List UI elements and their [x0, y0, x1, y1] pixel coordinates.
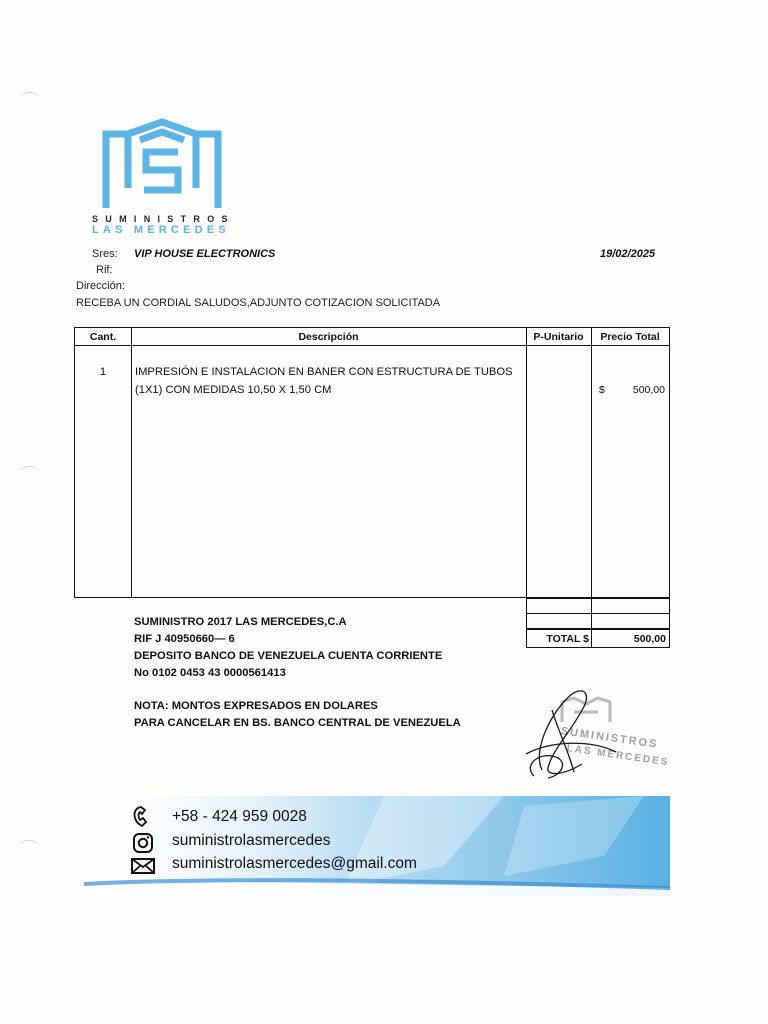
row-description-line2: (1X1) CON MEDIDAS 10,50 X 1,50 CM — [135, 384, 332, 396]
rif-label: Rif: — [96, 264, 113, 276]
row-currency: $ — [599, 384, 605, 396]
account-number: No 0102 0453 43 0000561413 — [134, 667, 286, 679]
svg-text:LAS MERCEDES: LAS MERCEDES — [565, 743, 670, 769]
row-qty: 1 — [99, 366, 107, 378]
column-header-descripcion: Descripción — [298, 331, 359, 343]
contact-instagram: suministrolasmercedes — [172, 832, 331, 849]
column-divider — [591, 328, 592, 597]
punch-hole-mark — [18, 840, 40, 855]
phone-icon — [130, 806, 156, 828]
totals-empty-cell — [526, 598, 592, 614]
punch-hole-mark — [18, 466, 40, 481]
brand-name-line2: LAS MERCEDES — [92, 224, 230, 236]
company-logo — [100, 118, 224, 214]
totals-empty-cell — [591, 613, 670, 629]
note-line2: PARA CANCELAR EN BS. BANCO CENTRAL DE VENEZUELA — [134, 717, 461, 729]
direccion-label: Dirección: — [76, 280, 125, 292]
total-value: 500,00 — [591, 629, 670, 648]
column-divider — [131, 328, 132, 597]
instagram-icon — [130, 832, 156, 854]
quote-date: 19/02/2025 — [600, 248, 656, 260]
column-header-cant: Cant. — [89, 331, 117, 343]
contact-phone: +58 - 424 959 0028 — [172, 808, 307, 825]
bank-info: DEPOSITO BANCO DE VENEZUELA CUENTA CORRIENTE — [134, 650, 443, 662]
row-total: 500,00 — [632, 384, 665, 396]
mail-icon — [130, 855, 156, 877]
row-description-line1: IMPRESIÓN E INSTALACION EN BANER CON ESTRUCTURA DE TUBOS — [135, 366, 513, 378]
signature-stamp — [512, 680, 670, 784]
totals-empty-cell — [526, 613, 592, 629]
note-line1: NOTA: MONTOS EXPRESADOS EN DOLARES — [134, 700, 378, 712]
column-header-p-unitario: P-Unitario — [533, 331, 584, 343]
client-name: VIP HOUSE ELECTRONICS — [134, 248, 276, 260]
punch-hole-mark — [18, 92, 40, 107]
stamp-text: SUMINISTROS — [559, 725, 660, 751]
brand-name-line1: SUMINISTROS — [92, 214, 235, 224]
greeting-text: RECEBA UN CORDIAL SALUDOS,ADJUNTO COTIZACION SOLICITADA — [76, 297, 441, 309]
issuer-rif: RIF J 40950660— 6 — [134, 633, 235, 645]
column-divider — [526, 328, 527, 597]
contact-email: suministrolasmercedes@gmail.com — [172, 855, 417, 872]
issuer-name: SUMINISTRO 2017 LAS MERCEDES,C.A — [134, 616, 347, 628]
sres-label: Sres: — [92, 248, 118, 260]
header-divider — [75, 345, 669, 346]
quote-table — [74, 327, 670, 598]
column-header-precio-total: Precio Total — [600, 331, 660, 343]
totals-box — [526, 598, 670, 648]
total-label: TOTAL $ — [526, 629, 592, 648]
totals-empty-cell — [591, 598, 670, 614]
